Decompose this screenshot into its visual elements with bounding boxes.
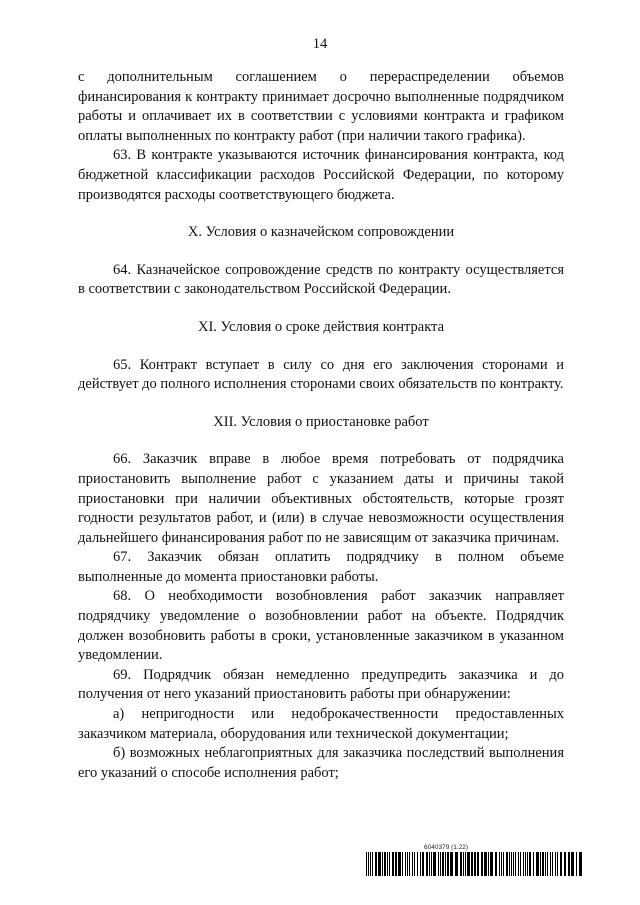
- paragraph-66: 66. Заказчик вправе в любое время потребовать от подрядчика приостановить выполнение работ с указанием даты и причины такой приостановки при наличии объективных обстоятельств, которые грозят годности результатов работ, и (или) в случае невозможности осуществления дальнейшего финансирования работ по не зависящим от заказчика причинам.: [78, 451, 564, 546]
- paragraph-69-b: б) возможных неблагоприятных для заказчика последствий выполнения его указаний о способе исполнения работ;: [78, 745, 564, 781]
- page-number: 14: [312, 36, 328, 52]
- barcode: [366, 852, 584, 876]
- paragraph-continuation: с дополнительным соглашением о перераспределении объемов финансирования к контракту принимает досрочно выполненные подрядчиком работы и оплачивает их в соответствии с условиями контракта и графиком оплаты выполненных по контракту работ (при наличии такого графика).: [78, 69, 564, 144]
- section-heading-xi: XI. Условия о сроке действия контракта: [197, 318, 445, 335]
- paragraph-69-a: а) непригодности или недоброкачественности предоставленных заказчиком материала, оборудования или технической документации;: [78, 706, 564, 742]
- paragraph-69: 69. Подрядчик обязан немедленно предупредить заказчика и до получения от него указаний приостановить работы при обнаружении:: [78, 666, 564, 703]
- paragraph-68: 68. О необходимости возобновления работ заказчик направляет подрядчику уведомление о возобновлении работ на объекте. Подрядчик должен возобновить работы в сроки, установленные заказчиком в указанном уведомлении.: [78, 588, 564, 664]
- section-heading-x: X. Условия о казначейском сопровождении: [187, 224, 455, 241]
- paragraph-65: 65. Контракт вступает в силу со дня его заключения сторонами и действует до полного исполнения сторонами своих обязательств по контракту.: [78, 356, 564, 393]
- document-body: [78, 68, 564, 783]
- paragraph-67: 67. Заказчик обязан оплатить подрядчику в полном объеме выполненные до момента приостановки работы.: [78, 549, 564, 585]
- paragraph-64: 64. Казначейское сопровождение средств по контракту осуществляется в соответствии с законодательством Российской Федерации.: [78, 261, 564, 298]
- document-code: 6040379 (1.22): [424, 844, 469, 851]
- section-heading-xii: XII. Условия о приостановке работ: [213, 413, 429, 430]
- paragraph-63: 63. В контракте указываются источник финансирования контракта, код бюджетной классификации расходов Российской Федерации, по которому производятся расходы соответствующего бюджета.: [78, 147, 564, 203]
